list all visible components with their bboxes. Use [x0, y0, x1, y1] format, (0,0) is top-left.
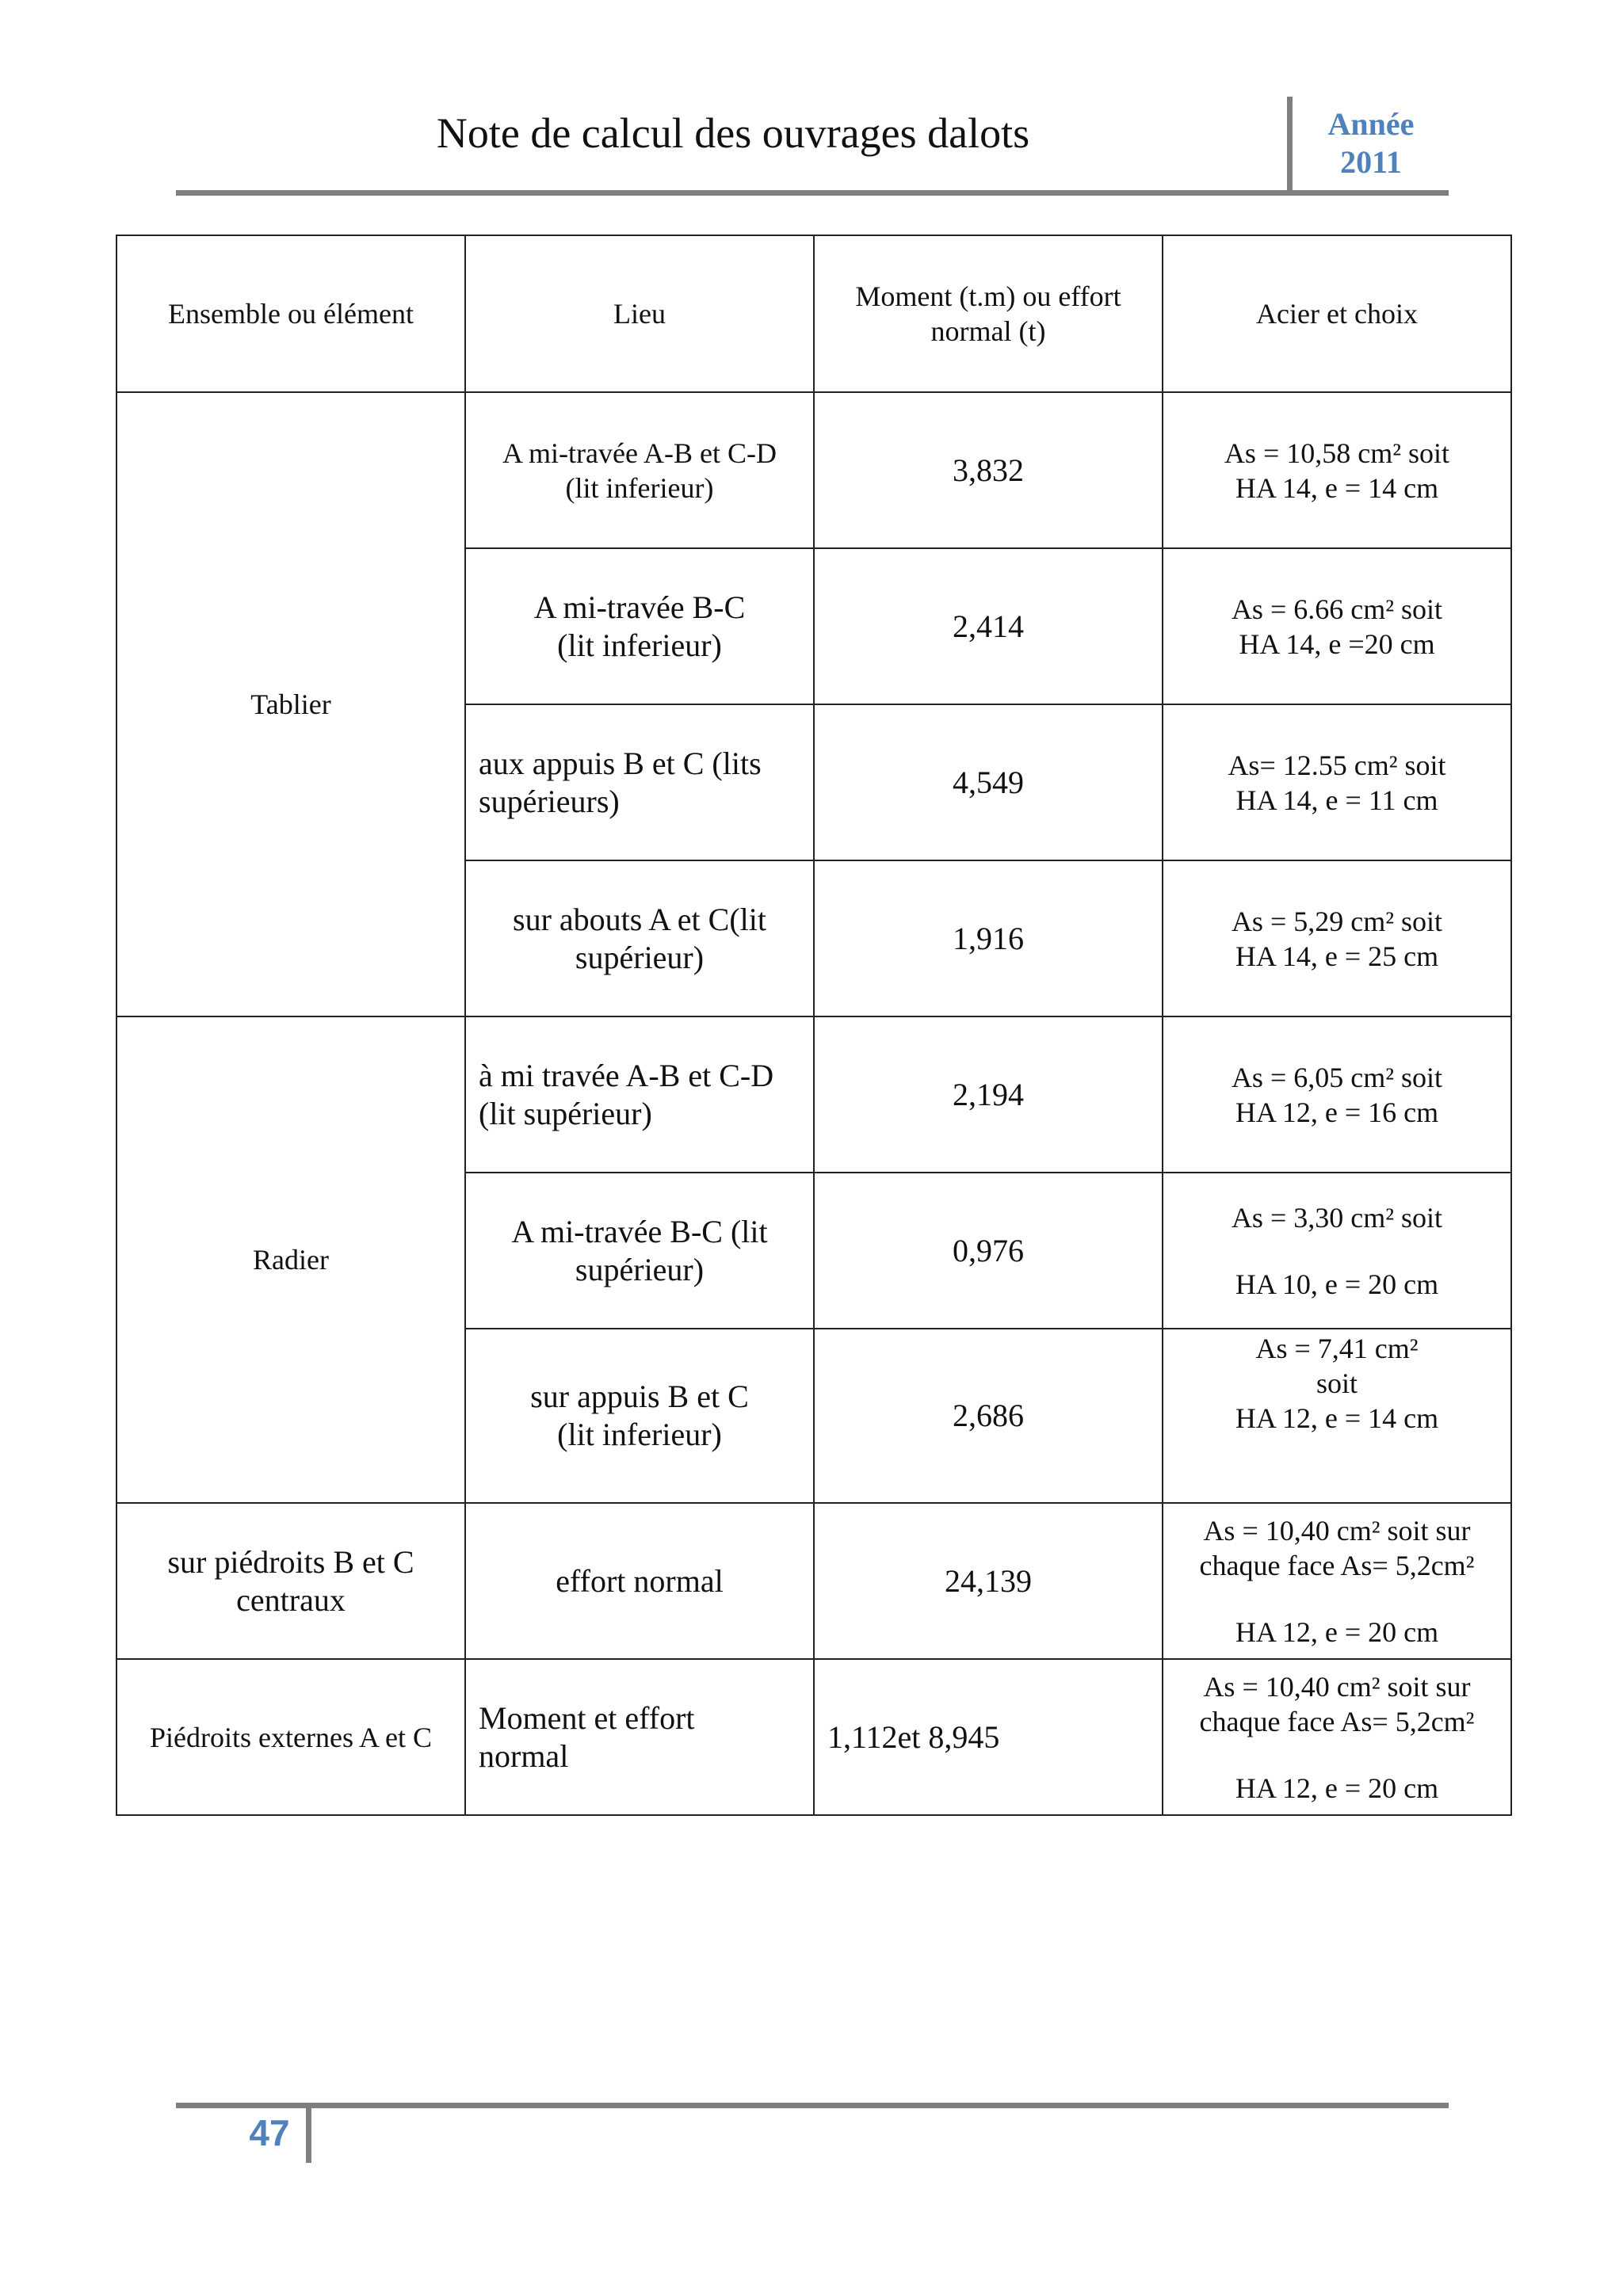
lieu-cell: sur abouts A et C(lit supérieur) — [465, 860, 814, 1016]
ensemble-cell-tablier: Tablier — [116, 392, 465, 1016]
acier-bar-spec: HA 12, e = 20 cm — [1235, 1615, 1439, 1648]
value-cell: 3,832 — [814, 392, 1163, 548]
page-number: 47 — [249, 2112, 290, 2153]
lieu-cell: Moment et effort normal — [465, 1659, 814, 1815]
value-cell: 1,112et 8,945 — [814, 1659, 1163, 1815]
value-cell: 0,976 — [814, 1173, 1163, 1329]
lieu-cell: A mi-travée A-B et C-D (lit inferieur) — [465, 392, 814, 548]
lieu-cell: à mi travée A-B et C-D (lit supérieur) — [465, 1016, 814, 1173]
column-header-lieu: Lieu — [465, 235, 814, 392]
acier-bar-spec: HA 10, e = 20 cm — [1235, 1268, 1439, 1300]
ensemble-cell-piedroits-centraux: sur piédroits B et C centraux — [116, 1503, 465, 1659]
column-header-acier: Acier et choix — [1163, 235, 1511, 392]
acier-section-text: As = 3,30 cm² soit — [1231, 1201, 1443, 1234]
value-cell: 2,414 — [814, 548, 1163, 704]
lieu-cell: A mi-travée B-C (lit supérieur) — [465, 1173, 814, 1329]
ensemble-cell-radier: Radier — [116, 1016, 465, 1503]
acier-cell — [1163, 1503, 1511, 1659]
value-cell: 1,916 — [814, 860, 1163, 1016]
acier-cell: As = 5,29 cm² soit HA 14, e = 25 cm — [1163, 860, 1511, 1016]
footer-vertical-bar — [306, 2103, 311, 2163]
table-row — [116, 1659, 1511, 1815]
acier-cell: As = 7,41 cm² soit HA 12, e = 14 cm — [1163, 1329, 1511, 1503]
lieu-cell: sur appuis B et C (lit inferieur) — [465, 1329, 814, 1503]
lieu-cell: effort normal — [465, 1503, 814, 1659]
table-header-row — [116, 235, 1511, 392]
year-value: 2011 — [1340, 144, 1402, 180]
acier-bar-spec: HA 12, e = 20 cm — [1235, 1772, 1439, 1804]
acier-cell — [1163, 1659, 1511, 1815]
footer-rule — [176, 2103, 1449, 2108]
header-vertical-bar — [1287, 97, 1293, 196]
year-label: Année — [1327, 106, 1415, 142]
value-cell: 2,194 — [814, 1016, 1163, 1173]
column-header-ensemble: Ensemble ou élément — [116, 235, 465, 392]
acier-cell: As = 6.66 cm² soit HA 14, e =20 cm — [1163, 548, 1511, 704]
header-year-block — [1300, 105, 1442, 181]
table-row — [116, 392, 1511, 548]
lieu-cell: A mi-travée B-C (lit inferieur) — [465, 548, 814, 704]
calculation-table — [116, 235, 1512, 1816]
value-cell: 4,549 — [814, 704, 1163, 860]
acier-cell: As= 12.55 cm² soit HA 14, e = 11 cm — [1163, 704, 1511, 860]
value-cell: 24,139 — [814, 1503, 1163, 1659]
acier-cell: As = 6,05 cm² soit HA 12, e = 16 cm — [1163, 1016, 1511, 1173]
header-rule — [176, 190, 1449, 196]
table-row — [116, 1016, 1511, 1173]
acier-cell — [1163, 1173, 1511, 1329]
acier-section-text: As = 10,40 cm² soit sur chaque face As= 5,2cm² — [1199, 1670, 1475, 1737]
column-header-moment: Moment (t.m) ou effort normal (t) — [814, 235, 1163, 392]
acier-cell: As = 10,58 cm² soit HA 14, e = 14 cm — [1163, 392, 1511, 548]
document-title: Note de calcul des ouvrages dalots — [436, 109, 1030, 157]
lieu-cell: aux appuis B et C (lits supérieurs) — [465, 704, 814, 860]
acier-section-text: As = 10,40 cm² soit sur chaque face As= 5,2cm² — [1199, 1514, 1475, 1581]
table-row — [116, 1503, 1511, 1659]
ensemble-cell-piedroits-externes: Piédroits externes A et C — [116, 1659, 465, 1815]
value-cell: 2,686 — [814, 1329, 1163, 1503]
